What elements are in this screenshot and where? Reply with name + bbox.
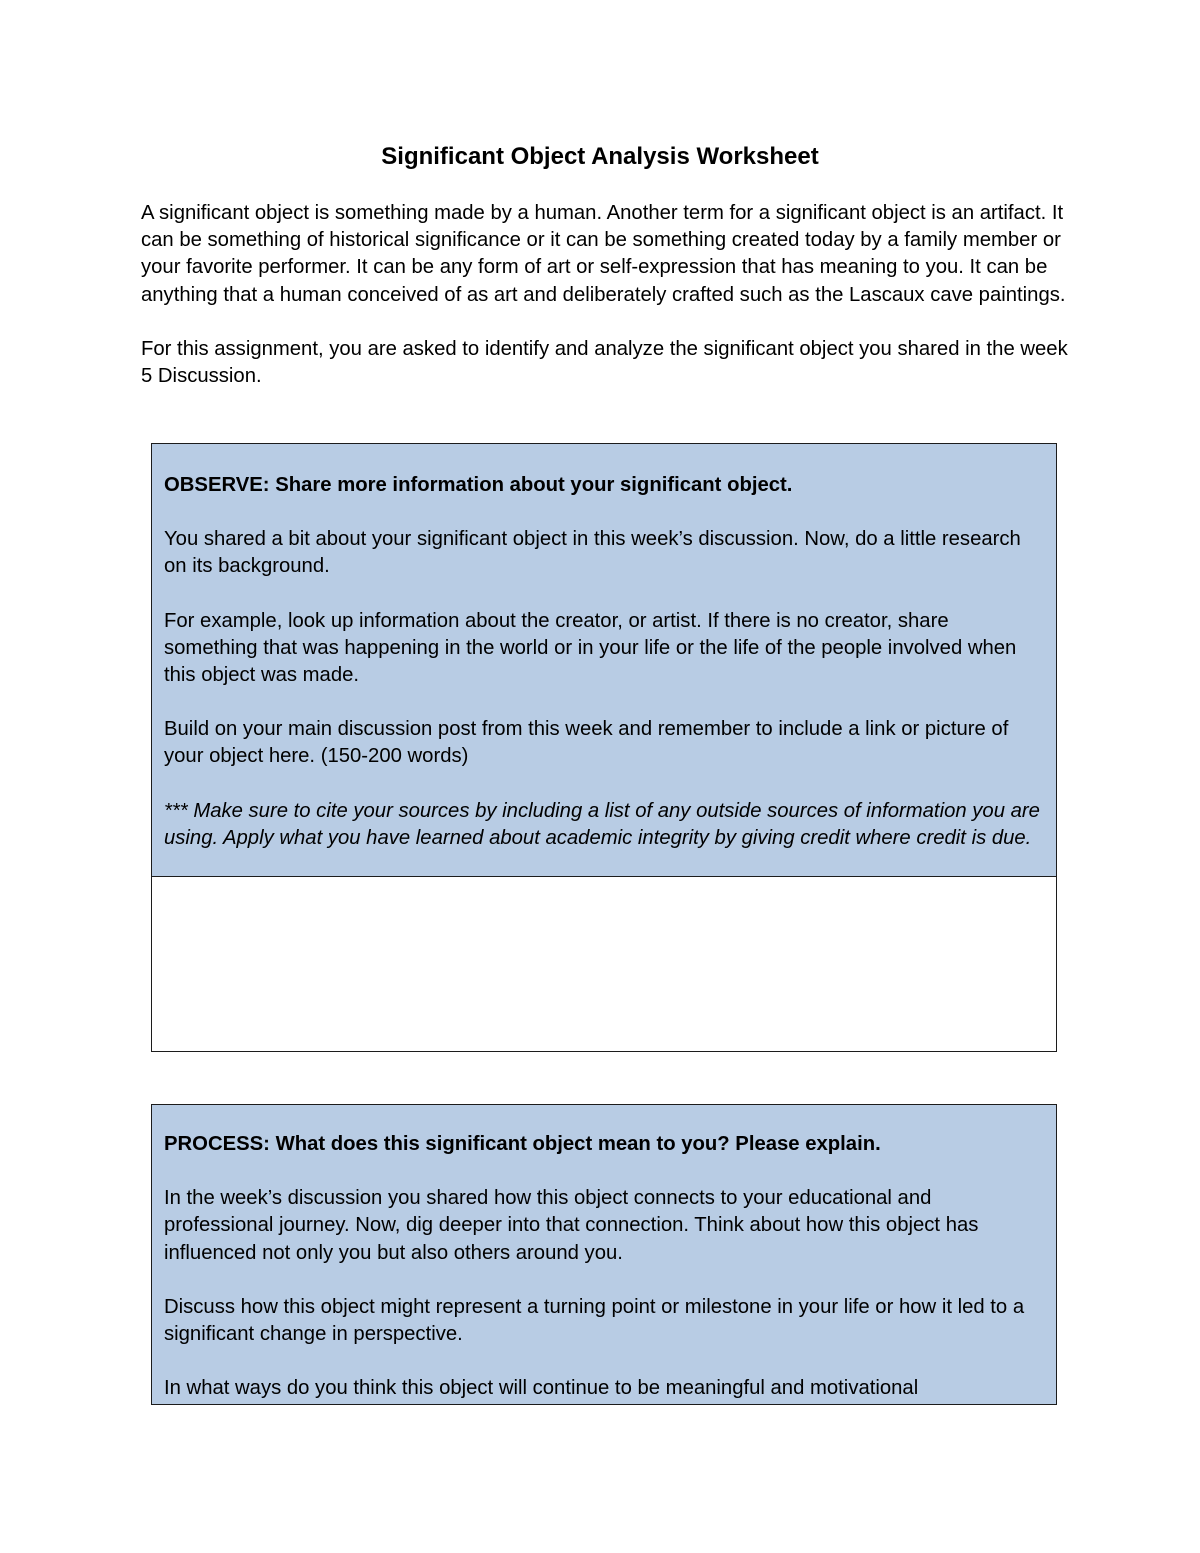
intro-text [141,200,1071,390]
process-paragraph: In what ways do you think this object will continue to be meaningful and motivational [164,1377,919,1400]
observe-heading: OBSERVE: Share more information about your significant object. [164,474,793,496]
page-title: Significant Object Analysis Worksheet [381,143,819,170]
process-section [151,1104,1057,1405]
observe-prompt [152,444,1056,877]
process-paragraph: In the week’s discussion you shared how this object connects to your educational and professional journey. Now, dig deeper into that connection. Think about how this object has influenced not only you but also others around you. [164,1187,979,1264]
observe-paragraph: Build on your main discussion post from this week and remember to include a link or picture of your object here. (150-200 words) [164,718,1009,768]
observe-response-field[interactable] [152,877,1056,1049]
process-prompt [152,1105,1056,1404]
intro-paragraph: A significant object is something made by a human. Another term for a significant object is an artifact. It can be something of historical significance or it can be something created today by a family member or your favorite performer. It can be any form of art or self-expression that has meaning to you. It can be anything that a human conceived of as art and deliberately crafted such as the Lascaux cave paintings. [141,202,1066,306]
intro-paragraph: For this assignment, you are asked to identify and analyze the significant object you shared in the week 5 Discussion. [141,337,1068,388]
citation-note: *** Make sure to cite your sources by including a list of any outside sources of information you are using. Apply what you have learned about academic integrity by giving credit where credit is due. [164,799,1040,849]
process-paragraph: Discuss how this object might represent a turning point or milestone in your life or how it led to a significant change in perspective. [164,1295,1025,1346]
observe-paragraph: You shared a bit about your significant object in this week’s discussion. Now, do a little research on its background. [164,528,1021,578]
process-heading: PROCESS: What does this significant object mean to you? Please explain. [164,1133,881,1155]
observe-section [151,443,1057,1052]
observe-paragraph: For example, look up information about the creator, or artist. If there is no creator, share something that was happening in the world or in your life or the life of the people involved when this object was made. [164,609,1017,687]
